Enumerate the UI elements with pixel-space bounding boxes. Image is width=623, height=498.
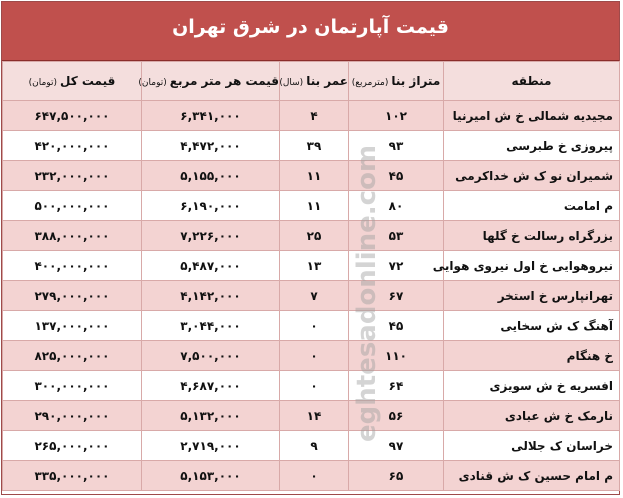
- cell-age: ۰: [280, 461, 349, 491]
- cell-total-price: ۳۰۰,۰۰۰,۰۰۰: [3, 371, 142, 401]
- cell-price-per-meter: ۶,۱۹۰,۰۰۰: [142, 191, 280, 221]
- table-row: [3, 161, 620, 191]
- cell-age: ۰: [280, 371, 349, 401]
- cell-price-per-meter: ۴,۱۴۲,۰۰۰: [142, 281, 280, 311]
- cell-age: ۷: [280, 281, 349, 311]
- cell-area: ۶۴: [349, 371, 444, 401]
- header-region: منطقه: [444, 62, 620, 101]
- cell-price-per-meter: ۴,۴۷۲,۰۰۰: [142, 131, 280, 161]
- cell-age: ۰: [280, 311, 349, 341]
- table-row: [3, 101, 620, 131]
- cell-age: ۱۱: [280, 161, 349, 191]
- table-row: [3, 371, 620, 401]
- cell-age: ۲۵: [280, 221, 349, 251]
- cell-total-price: ۲۶۵,۰۰۰,۰۰۰: [3, 431, 142, 461]
- cell-age: ۳۹: [280, 131, 349, 161]
- cell-age: ۰: [280, 341, 349, 371]
- cell-total-price: ۳۳۵,۰۰۰,۰۰۰: [3, 461, 142, 491]
- cell-region: آهنگ ک ش سخایی: [444, 311, 620, 341]
- cell-region: پیروزی خ طبرسی: [444, 131, 620, 161]
- table-row: [3, 311, 620, 341]
- cell-area: ۵۶: [349, 401, 444, 431]
- cell-age: ۱۳: [280, 251, 349, 281]
- cell-area: ۶۷: [349, 281, 444, 311]
- table-row: [3, 341, 620, 371]
- header-price-per-meter: قیمت هر متر مربع(تومان): [142, 62, 280, 101]
- cell-price-per-meter: ۲,۷۱۹,۰۰۰: [142, 431, 280, 461]
- cell-price-per-meter: ۴,۶۸۷,۰۰۰: [142, 371, 280, 401]
- cell-price-per-meter: ۳,۰۴۴,۰۰۰: [142, 311, 280, 341]
- cell-region: نیروهوایی خ اول نیروی هوایی: [444, 251, 620, 281]
- cell-area: ۷۲: [349, 251, 444, 281]
- cell-area: ۱۰۲: [349, 101, 444, 131]
- cell-region: نارمک خ ش عبادی: [444, 401, 620, 431]
- table-row: [3, 461, 620, 491]
- header-area: متراژ بنا(مترمربع): [349, 62, 444, 101]
- cell-total-price: ۱۳۷,۰۰۰,۰۰۰: [3, 311, 142, 341]
- cell-total-price: ۲۳۲,۰۰۰,۰۰۰: [3, 161, 142, 191]
- cell-age: ۹: [280, 431, 349, 461]
- price-table: [2, 61, 620, 491]
- cell-total-price: ۳۸۸,۰۰۰,۰۰۰: [3, 221, 142, 251]
- table-row: [3, 131, 620, 161]
- cell-total-price: ۸۲۵,۰۰۰,۰۰۰: [3, 341, 142, 371]
- cell-area: ۸۰: [349, 191, 444, 221]
- cell-price-per-meter: ۷,۵۰۰,۰۰۰: [142, 341, 280, 371]
- cell-total-price: ۴۰۰,۰۰۰,۰۰۰: [3, 251, 142, 281]
- cell-region: شمیران نو ک ش خداکرمی: [444, 161, 620, 191]
- cell-region: بزرگراه رسالت خ گلها: [444, 221, 620, 251]
- cell-age: ۱۴: [280, 401, 349, 431]
- cell-price-per-meter: ۷,۲۲۶,۰۰۰: [142, 221, 280, 251]
- cell-area: ۱۱۰: [349, 341, 444, 371]
- cell-area: ۹۳: [349, 131, 444, 161]
- cell-total-price: ۲۹۰,۰۰۰,۰۰۰: [3, 401, 142, 431]
- cell-price-per-meter: ۵,۱۳۲,۰۰۰: [142, 401, 280, 431]
- cell-total-price: ۴۲۰,۰۰۰,۰۰۰: [3, 131, 142, 161]
- cell-area: ۹۷: [349, 431, 444, 461]
- cell-area: ۴۵: [349, 311, 444, 341]
- cell-region: خ هنگام: [444, 341, 620, 371]
- table-row: [3, 221, 620, 251]
- cell-area: ۴۵: [349, 161, 444, 191]
- title-bar: [2, 2, 619, 61]
- cell-total-price: ۲۷۹,۰۰۰,۰۰۰: [3, 281, 142, 311]
- table-row: [3, 401, 620, 431]
- cell-area: ۶۵: [349, 461, 444, 491]
- price-table-frame: [1, 1, 620, 495]
- watermark: eghtesadonline.com: [352, 144, 382, 442]
- cell-region: مجیدیه شمالی خ ش امیرنیا: [444, 101, 620, 131]
- cell-price-per-meter: ۵,۴۸۷,۰۰۰: [142, 251, 280, 281]
- header-total-price: قیمت کل(تومان): [3, 62, 142, 101]
- cell-region: افسریه خ ش سویزی: [444, 371, 620, 401]
- cell-price-per-meter: ۶,۳۴۱,۰۰۰: [142, 101, 280, 131]
- cell-region: تهرانپارس خ استخر: [444, 281, 620, 311]
- table-body: [3, 101, 620, 491]
- cell-price-per-meter: ۵,۱۵۳,۰۰۰: [142, 461, 280, 491]
- cell-region: م امامت: [444, 191, 620, 221]
- header-age: عمر بنا(سال): [280, 62, 349, 101]
- cell-price-per-meter: ۵,۱۵۵,۰۰۰: [142, 161, 280, 191]
- cell-region: م امام حسین ک ش قنادی: [444, 461, 620, 491]
- cell-region: خراسان ک جلالی: [444, 431, 620, 461]
- table-row: [3, 251, 620, 281]
- cell-total-price: ۵۰۰,۰۰۰,۰۰۰: [3, 191, 142, 221]
- page-title: قیمت آپارتمان در شرق تهران: [172, 16, 449, 38]
- cell-age: ۴: [280, 101, 349, 131]
- cell-total-price: ۶۴۷,۵۰۰,۰۰۰: [3, 101, 142, 131]
- table-row: [3, 191, 620, 221]
- table-header-row: [3, 62, 620, 101]
- table-row: [3, 281, 620, 311]
- table-row: [3, 431, 620, 461]
- cell-area: ۵۳: [349, 221, 444, 251]
- cell-age: ۱۱: [280, 191, 349, 221]
